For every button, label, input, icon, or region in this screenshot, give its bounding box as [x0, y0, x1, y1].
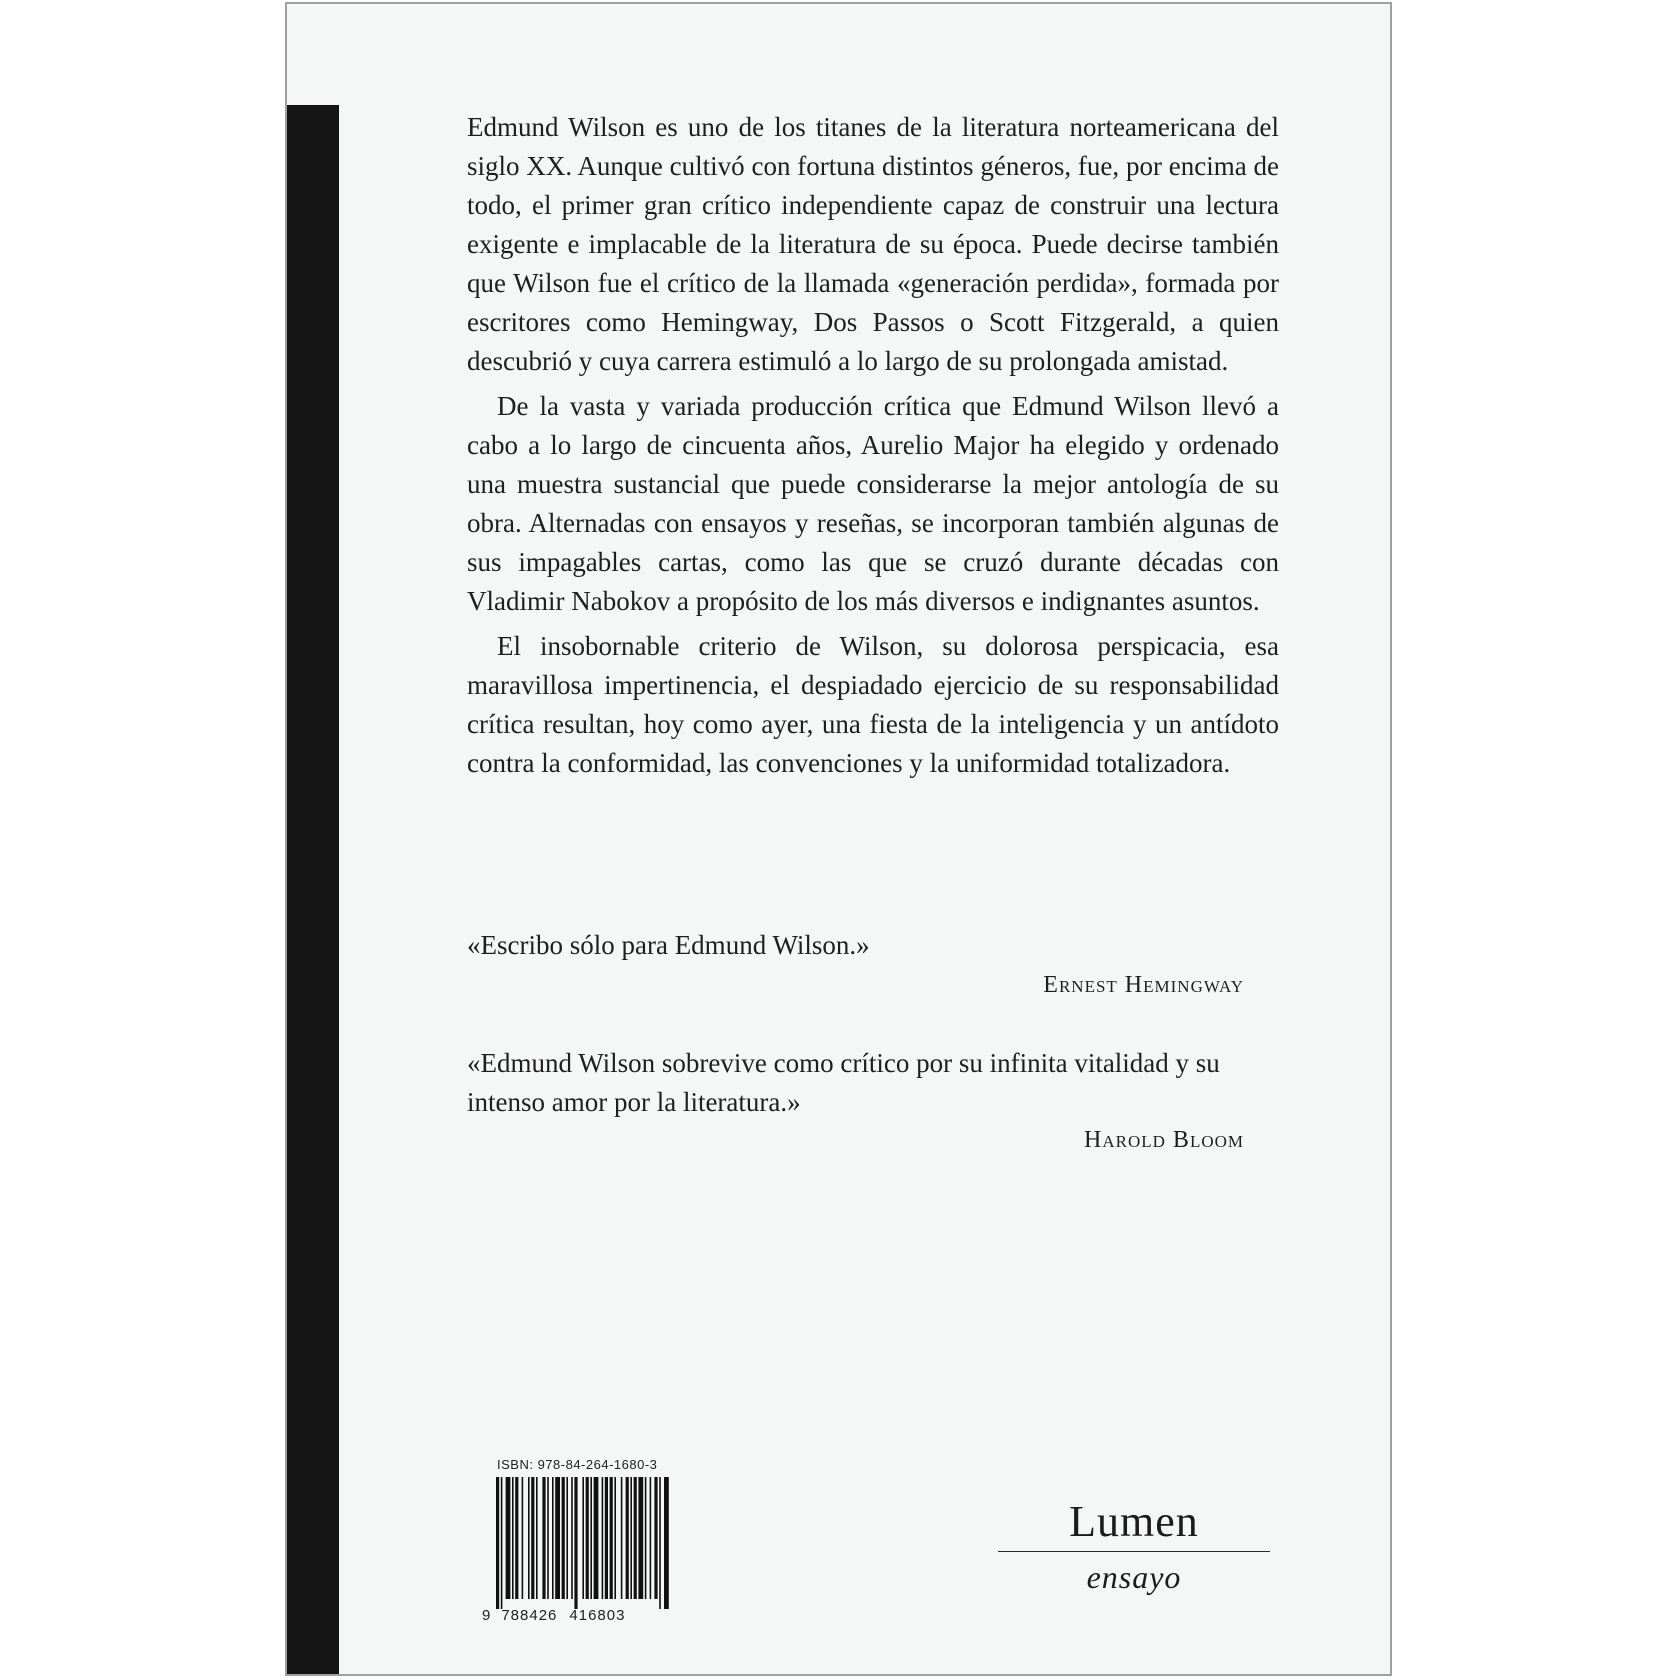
- ean-right-digits: 416803: [569, 1607, 626, 1624]
- ean-first-digit: 9: [482, 1607, 492, 1624]
- quote-text: «Escribo sólo para Edmund Wilson.»: [467, 930, 870, 960]
- ean-left-digits: 788426: [501, 1607, 558, 1624]
- blurb-paragraph-1: Edmund Wilson es uno de los titanes de la literatura norteamericana del siglo XX. Aunque cultivó con fortuna distintos géneros, fue, por encima de todo, el primer gran crítico independiente capaz de construir una lectura exigente e implacable de la literatura de su época. Puede decirse también que Wilson fue el crítico de la llamada «generación perdida», formada por escritores como Hemingway, Dos Passos o Scott Fitzgerald, a quien descubrió y cuya carrera estimuló a lo largo de su prolongada amistad.: [467, 112, 1279, 376]
- blurb-paragraph-2: De la vasta y variada producción crítica que Edmund Wilson llevó a cabo a lo largo de cincuenta años, Aurelio Major ha elegido y ordenado una muestra sustancial que puede considerarse la mejor antología de su obra. Alternadas con ensayos y reseñas, se incorporan también algunas de sus impagables cartas, como las que se cruzó durante décadas con Vladimir Nabokov a propósito de los más diversos e indignantes asuntos.: [467, 391, 1279, 616]
- ean-digits: [482, 1607, 672, 1624]
- quote-author: Harold Bloom: [1084, 1127, 1244, 1153]
- publisher-series: ensayo: [1086, 1559, 1182, 1595]
- barcode-icon: [482, 1477, 672, 1609]
- quote-text: «Edmund Wilson sobrevive como crítico por su infinita vitalidad y su intenso amor por la literatura.»: [467, 1048, 1220, 1117]
- quote-author: Ernest Hemingway: [1043, 972, 1244, 998]
- publisher-logo: [998, 1496, 1270, 1596]
- blurb-text: [467, 108, 1279, 789]
- spine-edge-bar: [287, 105, 339, 1676]
- publisher-divider: [998, 1551, 1270, 1552]
- isbn-label: ISBN: 978-84-264-1680-3: [497, 1457, 658, 1472]
- publisher-name: Lumen: [1069, 1497, 1199, 1546]
- book-back-cover: [285, 2, 1392, 1676]
- barcode-block: [482, 1457, 672, 1624]
- quote-bloom: [467, 1044, 1279, 1154]
- blurb-paragraph-3: El insobornable criterio de Wilson, su dolorosa perspicacia, esa maravillosa impertinencia, el despiadado ejercicio de su responsabilidad crítica resultan, hoy como ayer, una fiesta de la inteligencia y un antídoto contra la conformidad, las convenciones y la uniformidad totalizadora.: [467, 631, 1279, 778]
- quote-hemingway: [467, 926, 1279, 999]
